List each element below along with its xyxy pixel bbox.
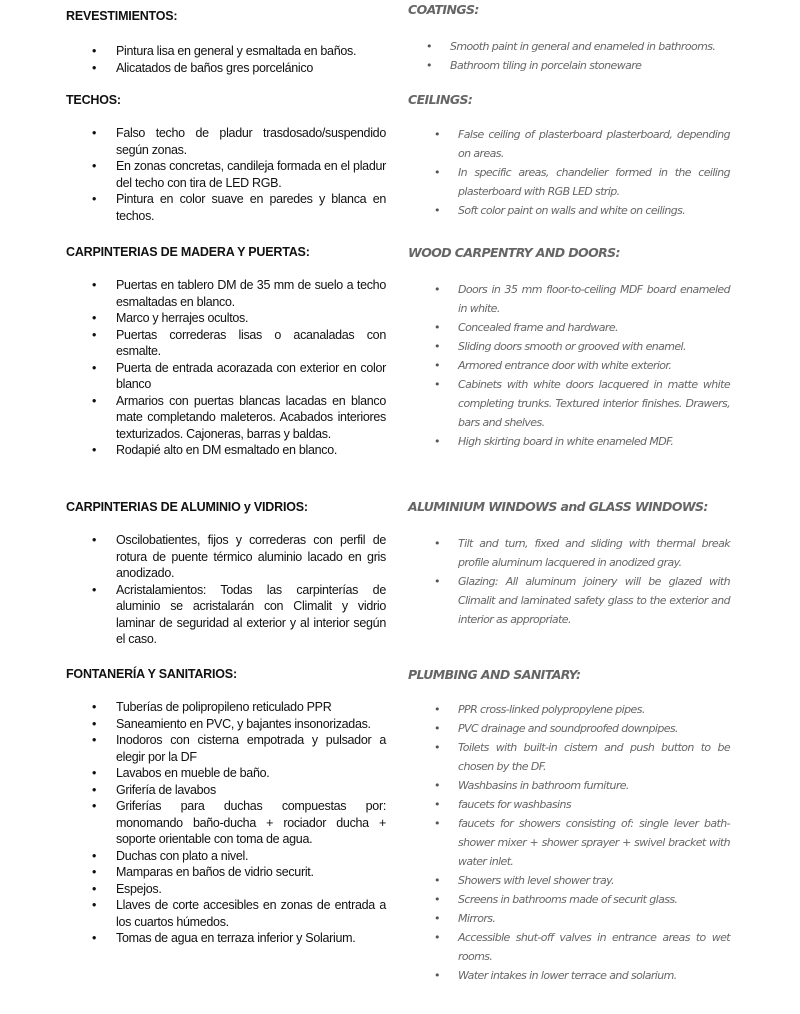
- list-item: • Cabinets with white doors lacquered in matte white completing trunks. Textured interior finishes. Drawers, bars and shelves.: [434, 375, 730, 432]
- list-item: • Concealed frame and hardware.: [434, 318, 730, 337]
- list-item: • Tilt and turn, fixed and sliding with thermal break profile aluminum lacquered in anodized gray.: [434, 534, 730, 572]
- list-item: • Marco y herrajes ocultos.: [92, 311, 249, 325]
- list-item: • Pintura lisa en general y esmaltada en baños.: [92, 44, 357, 58]
- bullet-icon: •: [434, 912, 440, 925]
- bullet-icon: •: [434, 931, 440, 944]
- list-item: • Showers with level shower tray.: [434, 871, 730, 890]
- section-plumbing: [408, 667, 730, 985]
- bullet-icon: •: [92, 60, 97, 75]
- list-item: • Accessible shut-off valves in entrance areas to wet rooms.: [434, 928, 730, 966]
- section-techos: [66, 93, 386, 224]
- bullet-icon: •: [92, 311, 97, 325]
- bullet-icon: •: [92, 848, 97, 863]
- section-title: CEILINGS:: [408, 92, 473, 107]
- bullet-icon: •: [434, 893, 440, 906]
- section-title: CARPINTERIAS DE ALUMINIO y VIDRIOS:: [66, 500, 308, 514]
- bullet-icon: •: [92, 898, 97, 912]
- item-list: [434, 534, 730, 629]
- bullet-icon: •: [426, 59, 432, 72]
- bullet-icon: •: [92, 782, 97, 797]
- list-item: • PPR cross-linked polypropylene pipes.: [434, 700, 730, 719]
- list-item: • Tomas de agua en terraza inferior y Solarium.: [92, 931, 356, 945]
- item-list: [426, 37, 730, 75]
- bullet-icon: •: [434, 340, 440, 353]
- list-item: • High skirting board in white enameled MDF.: [434, 432, 730, 451]
- bullet-icon: •: [434, 703, 440, 716]
- section-aluminium-windows: [408, 499, 730, 629]
- list-item: • Lavabos en mueble de baño.: [92, 766, 270, 780]
- bullet-icon: •: [434, 435, 440, 448]
- bullet-icon: •: [92, 766, 97, 780]
- list-item: • In specific areas, chandelier formed in the ceiling plasterboard with RGB LED strip.: [434, 163, 730, 201]
- list-item: • Griferías para duchas compuestas por: monomando baño-ducha + rociador ducha + soporte orientable con toma de agua.: [92, 799, 386, 846]
- bullet-icon: •: [434, 969, 440, 982]
- section-title: ALUMINIUM WINDOWS and GLASS WINDOWS:: [408, 499, 708, 514]
- list-item: • Sliding doors smooth or grooved with enamel.: [434, 337, 730, 356]
- list-item: • False ceiling of plasterboard plasterboard, depending on areas.: [434, 125, 730, 163]
- bullet-icon: •: [434, 817, 440, 830]
- bullet-icon: •: [434, 321, 440, 334]
- list-item: • Grifería de lavabos: [92, 782, 216, 797]
- list-item: • En zonas concretas, candileja formada en el pladur del techo con tira de LED RGB.: [92, 159, 386, 190]
- section-carpinterias-madera: [66, 245, 386, 459]
- list-item: • Bathroom tiling in porcelain stoneware: [426, 56, 730, 75]
- section-title: CARPINTERIAS DE MADERA Y PUERTAS:: [66, 245, 310, 259]
- bullet-icon: •: [92, 533, 97, 547]
- list-item: • Toilets with built-in cistern and push button to be chosen by the DF.: [434, 738, 730, 776]
- list-item: • Acristalamientos: Todas las carpinterías de aluminio se acristalarán con Climalit y vidrio laminar de seguridad al exterior y al interior según el caso.: [92, 582, 386, 646]
- bullet-icon: •: [434, 874, 440, 887]
- list-item: • Tuberías de polipropileno reticulado PPR: [92, 700, 332, 714]
- list-item: • Glazing: All aluminum joinery will be glazed with Climalit and laminated safety glass to the exterior and interior as appropriate.: [434, 572, 730, 629]
- section-title: PLUMBING AND SANITARY:: [408, 667, 581, 682]
- bullet-icon: •: [92, 126, 97, 140]
- list-item: • Falso techo de pladur trasdosado/suspendido según zonas.: [92, 126, 386, 157]
- item-list: [92, 532, 386, 648]
- section-title: WOOD CARPENTRY AND DOORS:: [408, 245, 620, 260]
- list-item: • Llaves de corte accesibles en zonas de entrada a los cuartos húmedos.: [92, 898, 386, 929]
- section-revestimientos: [66, 9, 386, 76]
- list-item: • Water intakes in lower terrace and solarium.: [434, 966, 730, 985]
- bullet-icon: •: [92, 278, 97, 292]
- bullet-icon: •: [434, 575, 440, 588]
- list-item: • Puertas correderas lisas o acanaladas con esmalte.: [92, 327, 386, 358]
- list-item: • Puerta de entrada acorazada con exterior en color blanco: [92, 360, 386, 391]
- bullet-icon: •: [434, 378, 440, 391]
- item-list: [92, 699, 386, 947]
- item-list: [92, 125, 386, 224]
- bullet-icon: •: [92, 159, 97, 173]
- bullet-icon: •: [92, 360, 97, 375]
- list-item: • Inodoros con cisterna empotrada y pulsador a elegir por la DF: [92, 733, 386, 764]
- bullet-icon: •: [92, 799, 97, 813]
- list-item: • Duchas con plato a nivel.: [92, 848, 249, 863]
- bullet-icon: •: [434, 128, 440, 141]
- bullet-icon: •: [426, 40, 432, 53]
- item-list: [92, 43, 386, 76]
- bullet-icon: •: [434, 741, 440, 754]
- list-item: • Espejos.: [92, 881, 162, 896]
- bullet-icon: •: [92, 443, 97, 457]
- bullet-icon: •: [434, 537, 440, 550]
- item-list: [434, 125, 730, 220]
- list-item: • Armarios con puertas blancas lacadas en blanco mate completando maleteros. Acabados interiores texturizados. Cajoneras, barras y baldas.: [92, 393, 386, 441]
- bullet-icon: •: [92, 582, 97, 597]
- section-coatings: [408, 2, 730, 75]
- list-item: • Screens in bathrooms made of securit glass.: [434, 890, 730, 909]
- bullet-icon: •: [92, 881, 97, 896]
- item-list: [92, 277, 386, 459]
- section-wood-carpentry: [408, 245, 730, 451]
- list-item: • Oscilobatientes, fijos y correderas con perfil de rotura de puente térmico aluminio lacado en gris anodizado.: [92, 533, 386, 580]
- bullet-icon: •: [434, 204, 440, 217]
- item-list: [434, 700, 730, 985]
- list-item: • PVC drainage and soundproofed downpipes.: [434, 719, 730, 738]
- bullet-icon: •: [92, 931, 97, 945]
- item-list: [434, 280, 730, 451]
- list-item: • Soft color paint on walls and white on ceilings.: [434, 201, 730, 220]
- bullet-icon: •: [434, 798, 440, 811]
- list-item: • Mamparas en baños de vidrio securit.: [92, 865, 314, 879]
- bullet-icon: •: [92, 192, 97, 206]
- section-title: COATINGS:: [408, 2, 479, 17]
- list-item: • Pintura en color suave en paredes y blanca en techos.: [92, 192, 386, 223]
- bullet-icon: •: [434, 722, 440, 735]
- section-fontaneria: [66, 667, 386, 947]
- list-item: • faucets for showers consisting of: single lever bath-shower mixer + shower sprayer + swivel bracket with water inlet.: [434, 814, 730, 871]
- bullet-icon: •: [92, 393, 97, 408]
- list-item: • faucets for washbasins: [434, 795, 730, 814]
- bullet-icon: •: [434, 283, 440, 296]
- bullet-icon: •: [92, 327, 97, 342]
- bullet-icon: •: [434, 359, 440, 372]
- bullet-icon: •: [92, 865, 97, 879]
- list-item: • Doors in 35 mm floor-to-ceiling MDF board enameled in white.: [434, 280, 730, 318]
- list-item: • Mirrors.: [434, 909, 730, 928]
- list-item: • Smooth paint in general and enameled in bathrooms.: [426, 37, 730, 56]
- bullet-icon: •: [92, 733, 97, 747]
- list-item: • Puertas en tablero DM de 35 mm de suelo a techo esmaltadas en blanco.: [92, 278, 386, 309]
- list-item: • Saneamiento en PVC, y bajantes insonorizadas.: [92, 716, 371, 731]
- bullet-icon: •: [92, 700, 97, 714]
- list-item: • Alicatados de baños gres porcelánico: [92, 60, 313, 75]
- bullet-icon: •: [92, 44, 97, 58]
- bullet-icon: •: [434, 166, 440, 179]
- list-item: • Washbasins in bathroom furniture.: [434, 776, 730, 795]
- section-title: TECHOS:: [66, 93, 121, 107]
- section-title: REVESTIMIENTOS:: [66, 9, 178, 23]
- list-item: • Rodapié alto en DM esmaltado en blanco.: [92, 443, 338, 457]
- section-title: FONTANERÍA Y SANITARIOS:: [66, 667, 237, 681]
- section-ceilings: [408, 92, 730, 220]
- list-item: • Armored entrance door with white exterior.: [434, 356, 730, 375]
- bullet-icon: •: [92, 716, 97, 731]
- bullet-icon: •: [434, 779, 440, 792]
- section-carpinterias-aluminio: [66, 500, 386, 648]
